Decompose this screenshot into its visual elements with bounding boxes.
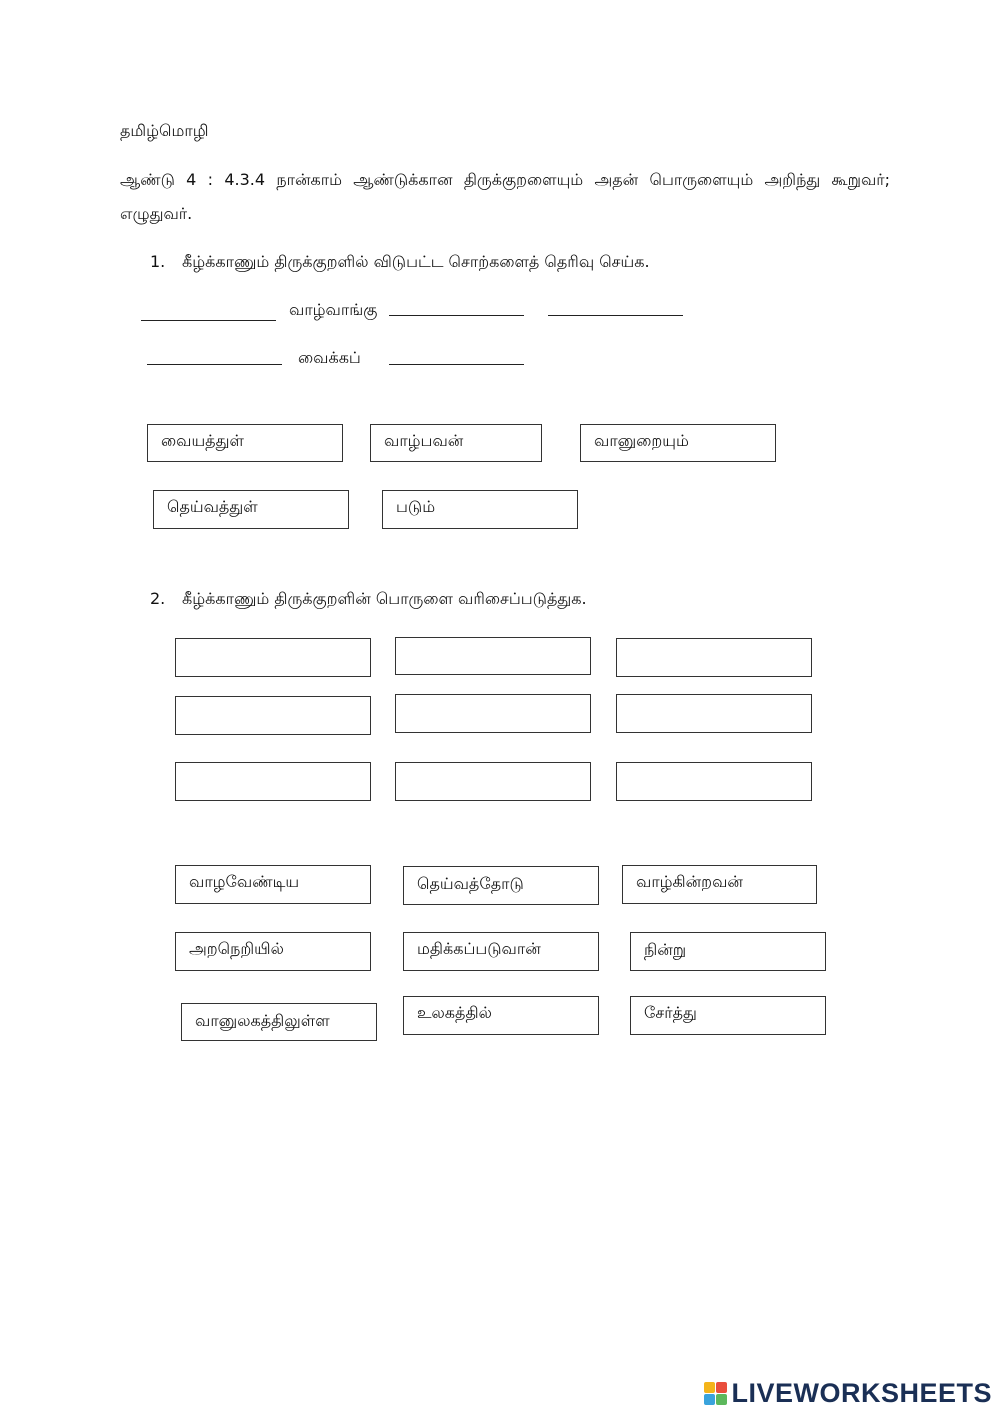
q1-option-box[interactable]: வாழ்பவன் (370, 424, 542, 462)
q2-option-box[interactable]: தெய்வத்தோடு (403, 866, 599, 905)
q2-option-box[interactable]: வாழ்கின்றவன் (622, 865, 817, 904)
q1-option-box[interactable]: படும் (382, 490, 578, 529)
q2-instruction: கீழ்க்காணும் திருக்குறளின் பொருளை வரிசைப்படுத்துக. (182, 589, 587, 608)
q2-option-box[interactable]: மதிக்கப்படுவான் (403, 932, 599, 971)
q2-answer-box[interactable] (395, 637, 591, 675)
q1-line2-word: வைக்கப் (298, 348, 361, 367)
brand-name: LIVEWORKSHEETS (731, 1377, 992, 1408)
q2-option-box[interactable]: உலகத்தில் (403, 996, 599, 1035)
q1-blank-5[interactable] (389, 364, 524, 365)
q2-option-box[interactable]: சேர்த்து (630, 996, 826, 1035)
q1-number: 1. (150, 252, 166, 271)
learning-objective: ஆண்டு 4 : 4.3.4 நான்காம் ஆண்டுக்கான திருக்குறளையும் அதன் பொருளையும் அறிந்து கூறுவர்; எழுதுவர். (120, 170, 890, 223)
q2-option-box[interactable]: நின்று (630, 932, 826, 971)
q2-answer-box[interactable] (175, 762, 371, 801)
q1-blank-2[interactable] (389, 315, 524, 316)
q1-blank-1[interactable] (141, 320, 276, 321)
q2-option-box[interactable]: வாழவேண்டிய (175, 865, 371, 904)
q2-answer-box[interactable] (175, 696, 371, 735)
q1-option-box[interactable]: வையத்துள் (147, 424, 343, 462)
q1-blank-4[interactable] (147, 364, 282, 365)
liveworksheets-logo (704, 1376, 992, 1410)
q1-blank-3[interactable] (548, 315, 683, 316)
q2-answer-box[interactable] (175, 638, 371, 677)
q1-line1-word: வாழ்வாங்கு (289, 300, 378, 319)
q2-option-box[interactable]: வானுலகத்திலுள்ள (181, 1003, 377, 1041)
q1-option-box[interactable]: தெய்வத்துள் (153, 490, 349, 529)
q2-option-box[interactable]: அறநெறியில் (175, 932, 371, 971)
liveworksheets-logo-icon (704, 1382, 727, 1405)
subject-title: தமிழ்மொழி (120, 121, 209, 140)
q2-answer-box[interactable] (616, 638, 812, 677)
q2-answer-box[interactable] (395, 694, 591, 733)
q2-answer-box[interactable] (395, 762, 591, 801)
q1-option-box[interactable]: வானுறையும் (580, 424, 776, 462)
q2-number: 2. (150, 589, 166, 608)
q1-instruction: கீழ்க்காணும் திருக்குறளில் விடுபட்ட சொற்களைத் தெரிவு செய்க. (182, 252, 650, 271)
q2-answer-box[interactable] (616, 694, 812, 733)
q2-answer-box[interactable] (616, 762, 812, 801)
